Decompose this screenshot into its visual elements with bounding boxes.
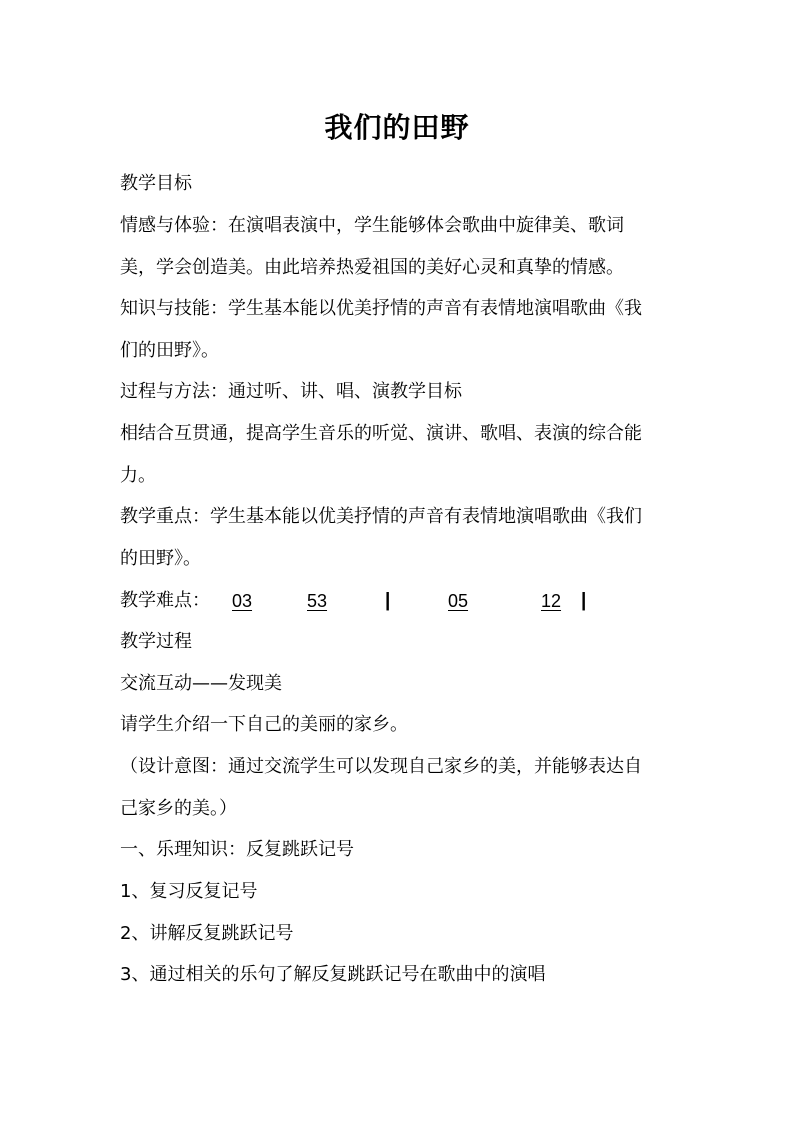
paragraph-line: 交流互动——发现美: [120, 673, 282, 694]
paragraph-line: 知识与技能：学生基本能以优美抒情的声音有表情地演唱歌曲《我: [120, 298, 642, 319]
list-item: 1、复习反复记号: [120, 881, 258, 902]
paragraph-line: 情感与体验：在演唱表演中，学生能够体会歌曲中旋律美、歌词: [120, 215, 624, 236]
list-item: 3、通过相关的乐句了解反复跳跃记号在歌曲中的演唱: [120, 964, 546, 985]
notation-note: 53: [307, 591, 328, 611]
paragraph-line: 相结合互贯通，提高学生音乐的听觉、演讲、歌唱、表演的综合能: [120, 423, 642, 444]
notation-barline: |: [385, 590, 391, 611]
notation-note: 05: [448, 591, 469, 611]
paragraph-line: 的田野》。: [120, 548, 201, 569]
paragraph-line: 美，学会创造美。由此培养热爱祖国的美好心灵和真挚的情感。: [120, 257, 624, 278]
notation-note: 03: [232, 591, 253, 611]
notation-barline: |: [581, 590, 587, 611]
paragraph-line: （设计意图：通过交流学生可以发现自己家乡的美，并能够表达自: [120, 756, 642, 777]
heading-teaching-process: 教学过程: [120, 631, 192, 652]
paragraph-line: 己家乡的美。）: [120, 798, 237, 819]
heading-teaching-goals: 教学目标: [120, 173, 192, 194]
paragraph-line: 力。: [120, 465, 156, 486]
section-heading: 一、乐理知识：反复跳跃记号: [120, 839, 354, 860]
paragraph-line: 教学重点：学生基本能以优美抒情的声音有表情地演唱歌曲《我们: [120, 506, 642, 527]
list-item: 2、讲解反复跳跃记号: [120, 923, 294, 944]
difficulty-label: 教学难点：: [120, 590, 210, 611]
document-title: 我们的田野: [324, 111, 470, 144]
paragraph-line: 请学生介绍一下自己的美丽的家乡。: [120, 714, 408, 735]
notation-note: 12: [541, 591, 562, 611]
paragraph-line: 过程与方法：通过听、讲、唱、演教学目标: [120, 381, 462, 402]
paragraph-line: 们的田野》。: [120, 340, 219, 361]
